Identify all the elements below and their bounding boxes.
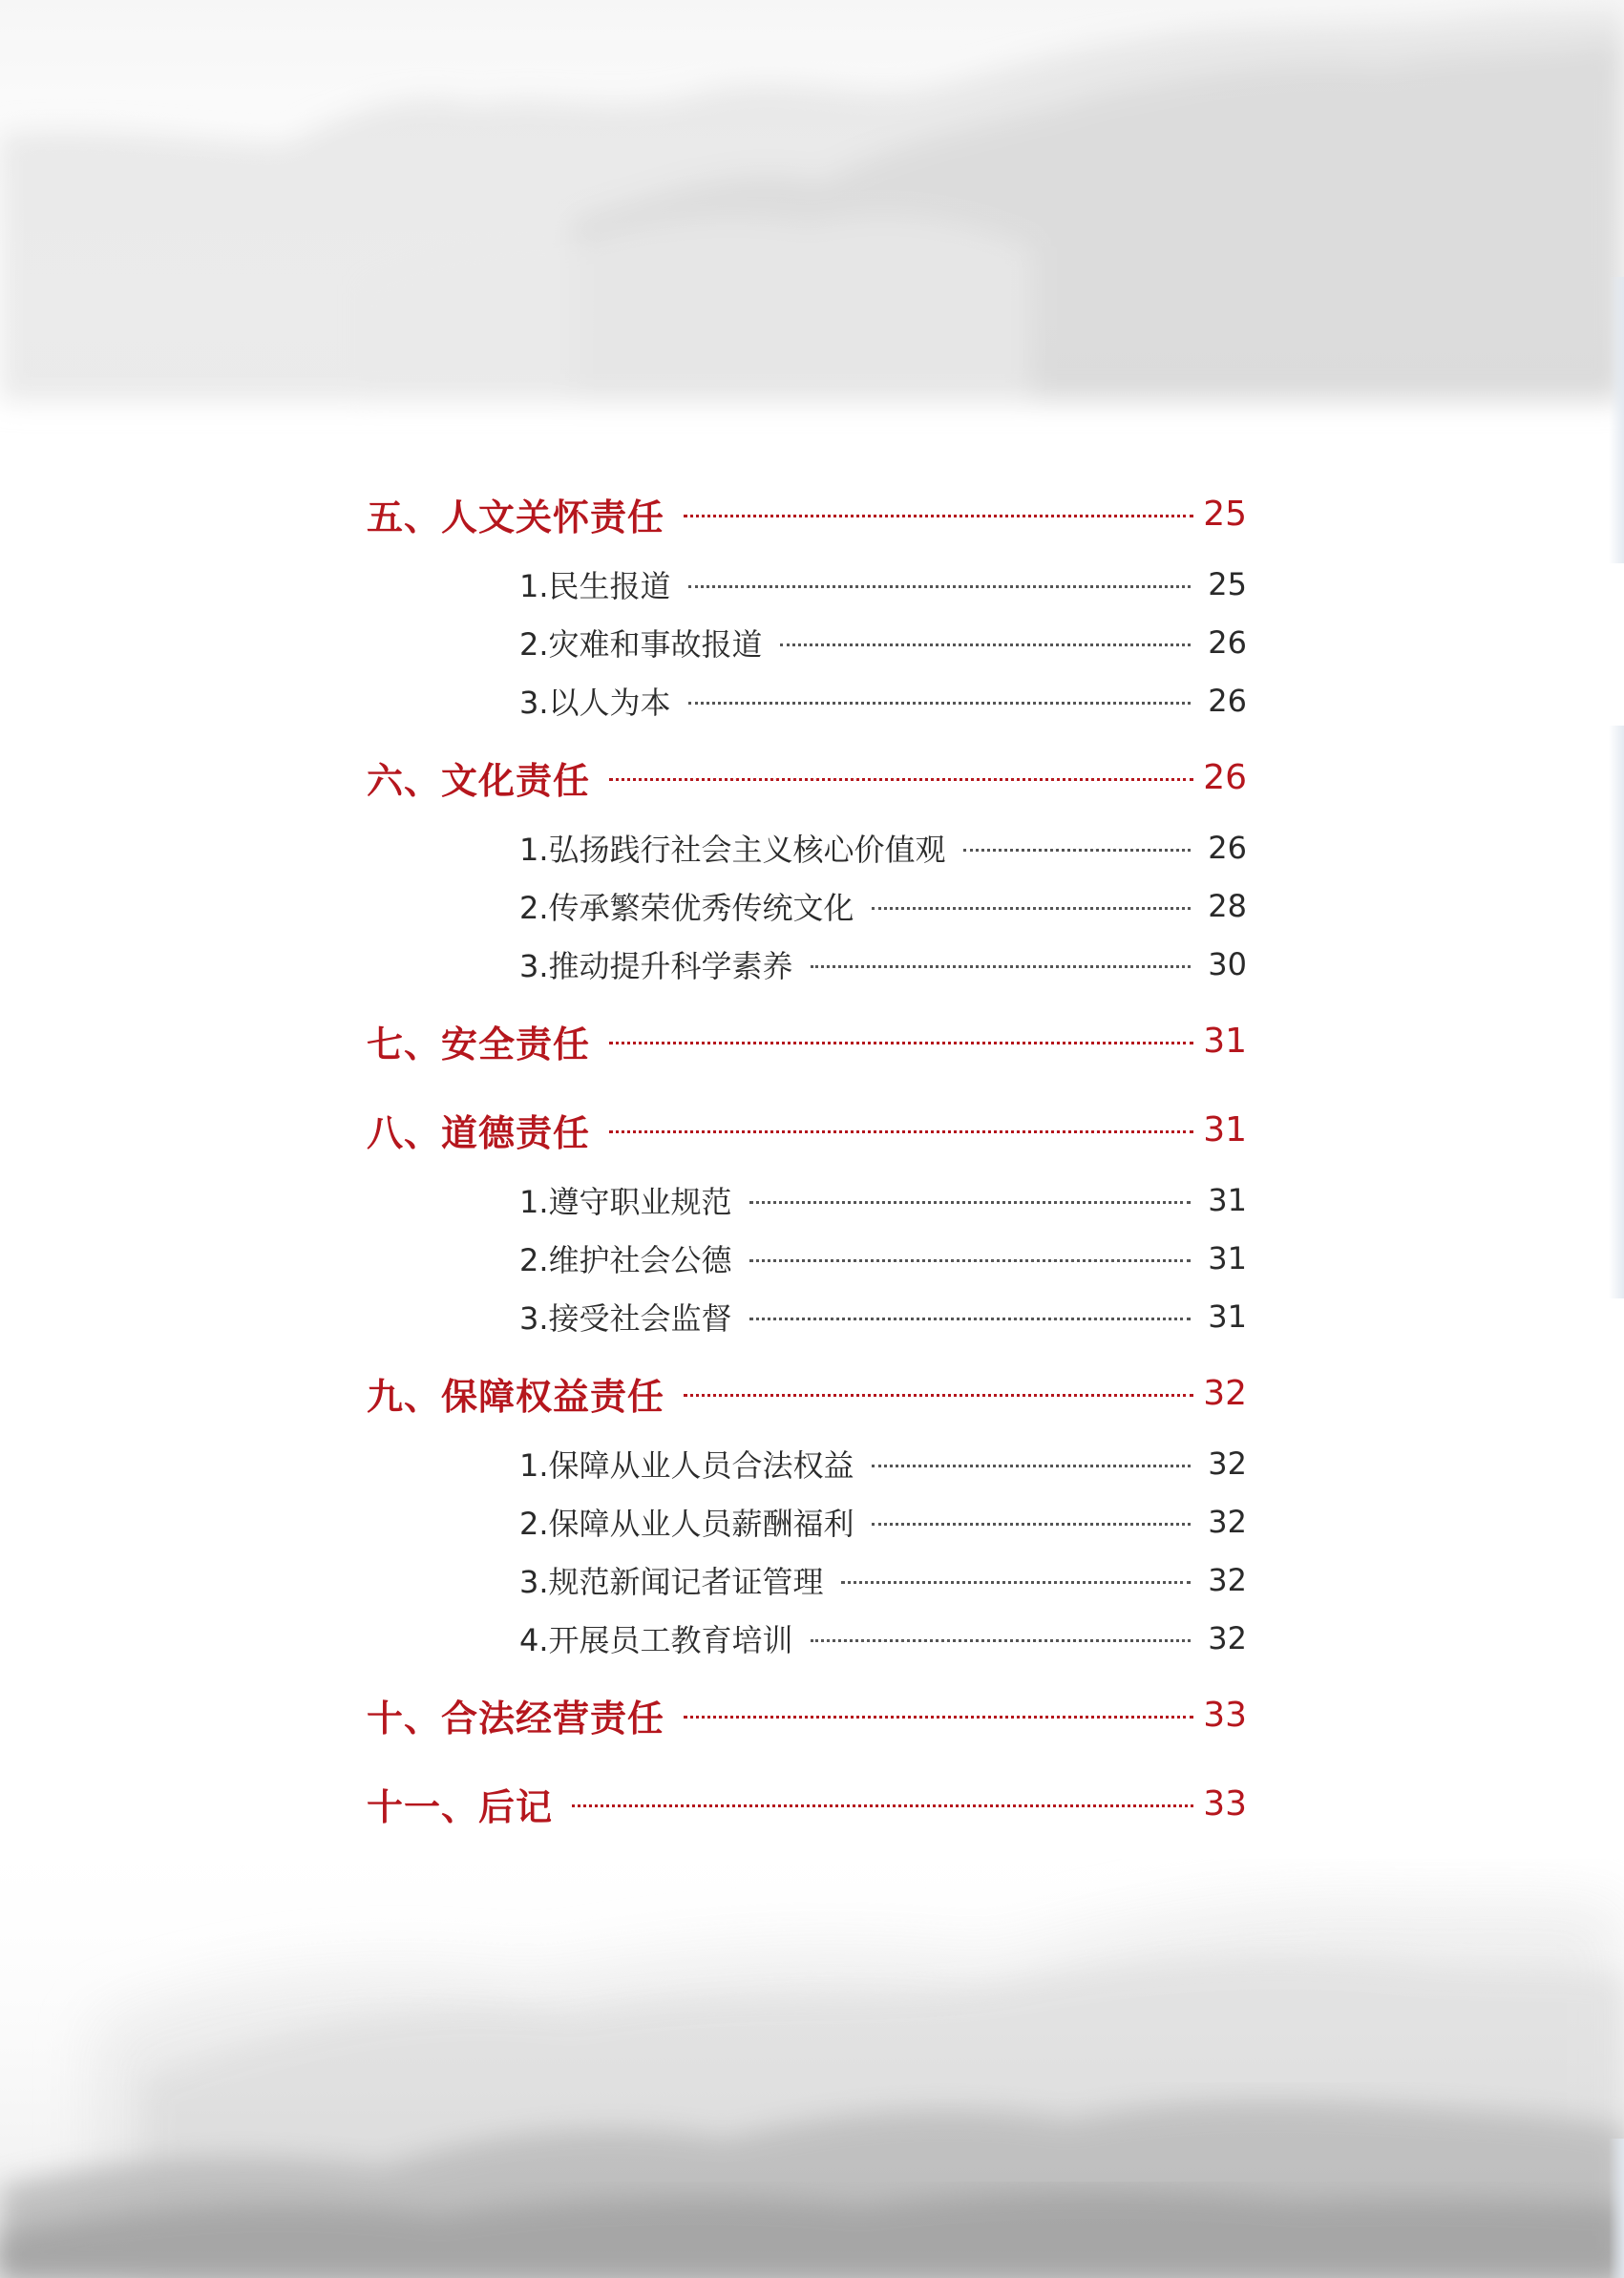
right-edge-strip-bottom: [1609, 2139, 1624, 2278]
toc-item-page: 26: [1208, 624, 1247, 661]
toc-section-page: 31: [1203, 1021, 1247, 1061]
toc-item-page: 32: [1208, 1620, 1247, 1656]
dot-leader: [684, 1394, 1193, 1397]
dot-leader: [609, 1042, 1193, 1044]
dot-leader: [749, 1259, 1192, 1262]
toc-item[interactable]: [367, 1235, 1247, 1281]
toc-item-page: 30: [1208, 946, 1247, 982]
toc-item-page: 31: [1208, 1240, 1247, 1276]
dot-leader: [963, 849, 1192, 852]
toc-item-page: 31: [1208, 1182, 1247, 1218]
toc-item-title: 1.民生报道: [519, 568, 671, 604]
toc-section-title: 七、安全责任: [367, 1023, 591, 1065]
dot-leader: [780, 643, 1192, 646]
toc-section[interactable]: [367, 1014, 1247, 1067]
toc-item[interactable]: [367, 1441, 1247, 1487]
toc-item-title: 1.遵守职业规范: [519, 1184, 732, 1220]
toc-section[interactable]: [367, 1103, 1247, 1156]
dot-leader: [841, 1581, 1192, 1584]
toc-item-title: 2.灾难和事故报道: [519, 626, 763, 663]
right-edge-strip-top: [1609, 277, 1624, 563]
toc-section-title: 六、文化责任: [367, 759, 591, 802]
toc-item-title: 2.保障从业人员薪酬福利: [519, 1506, 854, 1542]
toc-item-page: 26: [1208, 830, 1247, 866]
toc-section[interactable]: [367, 1688, 1247, 1741]
toc-section-title: 十、合法经营责任: [367, 1697, 665, 1740]
dot-leader: [688, 585, 1192, 588]
toc-item-title: 1.保障从业人员合法权益: [519, 1447, 854, 1484]
dot-leader: [811, 1639, 1192, 1642]
toc-item-title: 2.维护社会公德: [519, 1242, 732, 1278]
toc-item[interactable]: [367, 561, 1247, 607]
toc-item-title: 3.推动提升科学素养: [519, 948, 793, 984]
toc-section-title: 十一、后记: [367, 1785, 554, 1828]
toc-section-page: 32: [1203, 1373, 1247, 1413]
toc-item[interactable]: [367, 678, 1247, 724]
toc-section[interactable]: [367, 750, 1247, 804]
toc-item-title: 4.开展员工教育培训: [519, 1622, 793, 1658]
right-edge-strip-middle: [1609, 726, 1624, 1298]
dot-leader: [688, 702, 1192, 705]
dot-leader: [749, 1201, 1192, 1204]
toc-section-title: 八、道德责任: [367, 1111, 591, 1154]
dot-leader: [572, 1804, 1193, 1807]
dot-leader: [811, 965, 1192, 968]
toc-item[interactable]: [367, 1499, 1247, 1545]
toc-item[interactable]: [367, 620, 1247, 665]
dot-leader: [749, 1318, 1192, 1320]
toc-item[interactable]: [367, 941, 1247, 987]
toc-section-page: 25: [1203, 494, 1247, 534]
dot-leader: [872, 1465, 1192, 1467]
dot-leader: [872, 907, 1192, 910]
toc-item-title: 2.传承繁荣优秀传统文化: [519, 890, 854, 926]
dot-leader: [872, 1523, 1192, 1526]
toc-section-page: 31: [1203, 1109, 1247, 1150]
toc-section-page: 26: [1203, 757, 1247, 797]
dot-leader: [684, 515, 1193, 517]
toc-item[interactable]: [367, 1557, 1247, 1603]
toc-section-title: 五、人文关怀责任: [367, 496, 665, 538]
dot-leader: [684, 1716, 1193, 1719]
toc-section-title: 九、保障权益责任: [367, 1375, 665, 1418]
toc-section[interactable]: [367, 487, 1247, 540]
dot-leader: [609, 778, 1193, 781]
toc-section-page: 33: [1203, 1783, 1247, 1824]
toc-item-title: 3.以人为本: [519, 685, 671, 721]
dot-leader: [609, 1130, 1193, 1133]
toc-item-page: 28: [1208, 888, 1247, 924]
toc-item-page: 32: [1208, 1562, 1247, 1598]
toc-item-title: 3.规范新闻记者证管理: [519, 1564, 824, 1600]
toc-item[interactable]: [367, 1615, 1247, 1661]
toc-section[interactable]: [367, 1777, 1247, 1830]
toc-item-page: 25: [1208, 566, 1247, 602]
toc-section-page: 33: [1203, 1695, 1247, 1735]
toc-item-page: 32: [1208, 1504, 1247, 1540]
toc-item-title: 1.弘扬践行社会主义核心价值观: [519, 832, 946, 868]
toc-section[interactable]: [367, 1366, 1247, 1420]
toc-item-page: 26: [1208, 683, 1247, 719]
toc-item-page: 31: [1208, 1298, 1247, 1335]
toc-item[interactable]: [367, 825, 1247, 871]
toc-item-page: 32: [1208, 1445, 1247, 1482]
toc-item[interactable]: [367, 1177, 1247, 1223]
toc-item[interactable]: [367, 1294, 1247, 1339]
toc-item[interactable]: [367, 883, 1247, 929]
toc-item-title: 3.接受社会监督: [519, 1300, 732, 1337]
